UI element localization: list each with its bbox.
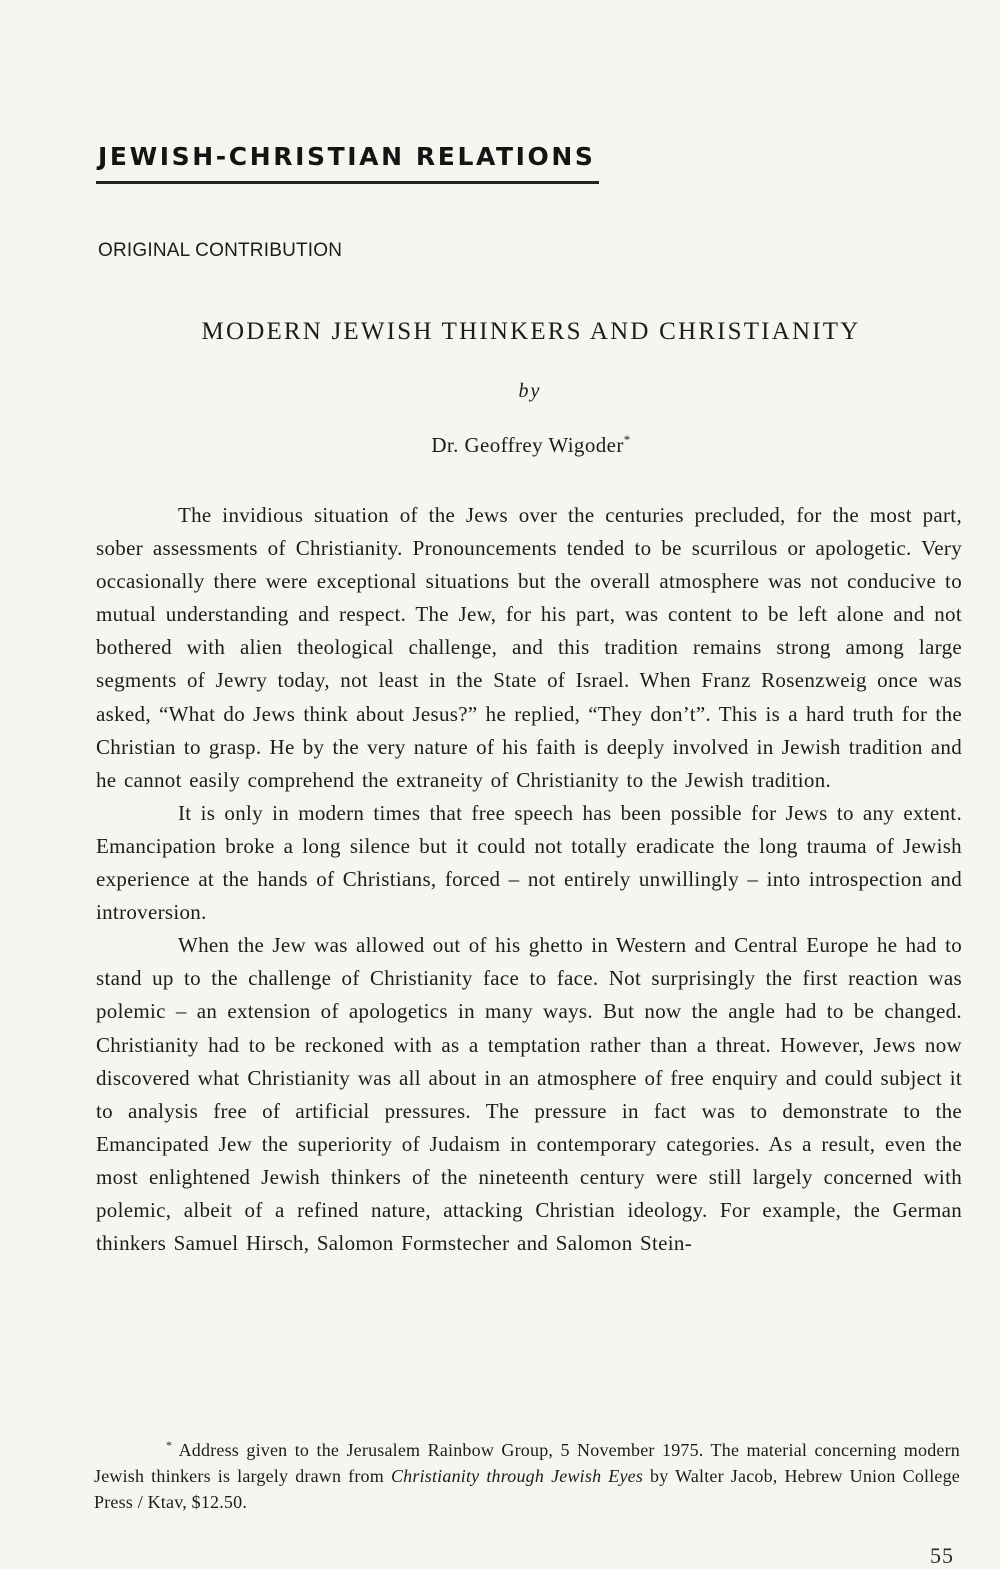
footnote-mark: * [166, 1438, 173, 1452]
author-footnote-mark: * [623, 432, 631, 447]
page-number: 55 [930, 1543, 954, 1568]
section-heading: JEWISH-CHRISTIAN RELATIONS [98, 142, 596, 171]
body-paragraph: It is only in modern times that free speech has been possible for Jews to any extent. Emancipation broke a long silence but it could not totally eradicate the long trauma of Jewish experience at the hands of Christians, forced – not entirely unwillingly – into introspection and introversion. [96, 800, 962, 925]
footnote-book-title: Christianity through Jewish Eyes [390, 1466, 644, 1486]
author-name: Dr. Geoffrey Wigoder [431, 433, 624, 457]
byline-by: by [518, 380, 542, 402]
body-paragraph: The invidious situation of the Jews over the centuries precluded, for the most part, sober assessments of Christianity. Pronouncements tended to be scurrilous or apologetic. Very occasionally there were exceptional situations but the overall atmosphere was not conducive to mutual understanding and respect. The Jew, for his part, was content to be left alone and not bothered with alien theological challenge, and this tradition remains strong among large segments of Jewry today, not least in the State of Israel. When Franz Rosenzweig once was asked, “What do Jews think about Jesus?” he replied, “They don’t”. This is a hard truth for the Christian to grasp. He by the very nature of his faith is deeply involved in Jewish tradition and he cannot easily comprehend the extraneity of Christianity to the Jewish tradition. [96, 503, 962, 792]
section-heading-underline [96, 181, 599, 184]
article-title: MODERN JEWISH THINKERS AND CHRISTIANITY [201, 318, 861, 345]
body-paragraph: When the Jew was allowed out of his ghetto in Western and Central Europe he had to stand up to the challenge of Christianity face to face. Not surprisingly the first reaction was polemic – an extension of apologetics in many ways. But now the angle had to be changed. Christianity had to be reckoned with as a temptation rather than a threat. However, Jews now discovered what Christianity was all about in an atmosphere of free enquiry and could subject it to analysis free of artificial pressures. The pressure in fact was to demonstrate to the Emancipated Jew the superiority of Judaism in contemporary categories. As a result, even the most enlightened Jewish thinkers of the nineteenth century were still largely concerned with polemic, albeit of a refined nature, attacking Christian ideology. For example, the German thinkers Samuel Hirsch, Salomon Formstecher and Salomon Stein- [96, 933, 962, 1256]
article-body [96, 499, 962, 1260]
footnote-text: Address given to the Jerusalem Rainbow Group, 5 November 1975. The material concerning modern Jewish thinkers is largely drawn from [94, 1440, 960, 1486]
footnote [94, 1432, 960, 1515]
contribution-label: ORIGINAL CONTRIBUTION [98, 240, 343, 261]
footnote-text-end: by Walter Jacob, Hebrew Union College Press / Ktav, $12.50. [94, 1466, 961, 1512]
byline-author [0, 432, 1000, 458]
footnote-first-line [94, 1432, 960, 1515]
